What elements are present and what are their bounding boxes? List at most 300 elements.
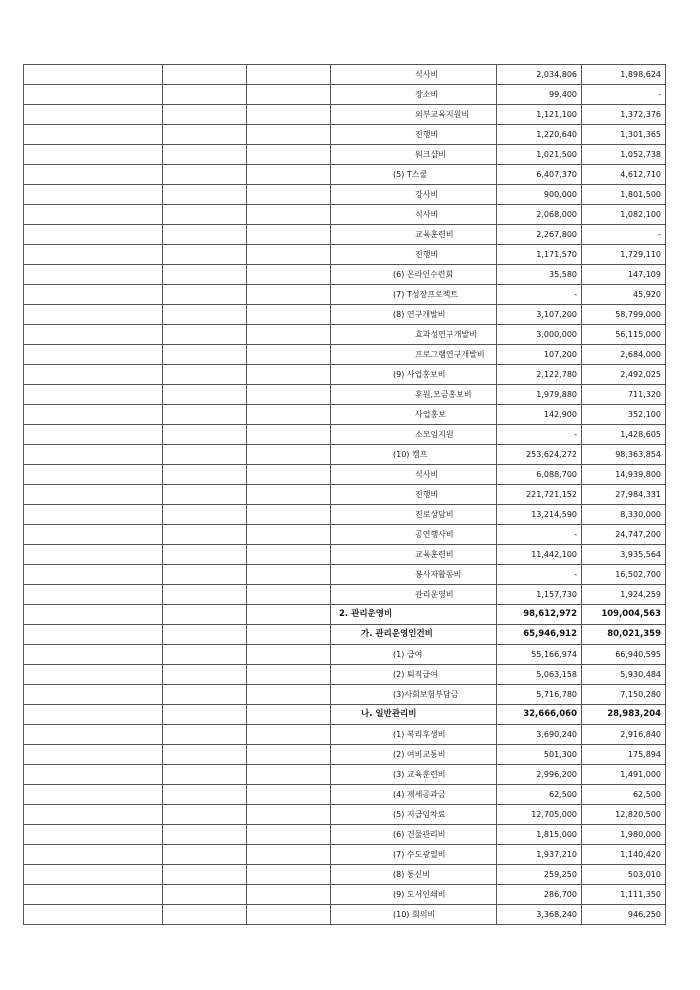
blank-cell (247, 145, 331, 165)
blank-cell (24, 405, 163, 425)
blank-cell (163, 505, 247, 525)
blank-cell (24, 825, 163, 845)
blank-cell (24, 745, 163, 765)
blank-cell (163, 205, 247, 225)
blank-cell (24, 485, 163, 505)
blank-cell (163, 605, 247, 625)
blank-cell (163, 265, 247, 285)
previous-amount-cell: 1,428,605 (582, 425, 666, 445)
current-amount-cell: - (497, 285, 582, 305)
table-row (24, 285, 666, 305)
account-label-cell: 식사비 (331, 205, 497, 225)
blank-cell (163, 125, 247, 145)
table-row (24, 365, 666, 385)
blank-cell (24, 345, 163, 365)
blank-cell (247, 445, 331, 465)
account-label-cell: (1) 복리후생비 (331, 725, 497, 745)
blank-cell (247, 165, 331, 185)
previous-amount-cell: 80,021,359 (582, 625, 666, 645)
account-label-cell: 진로상담비 (331, 505, 497, 525)
blank-cell (24, 705, 163, 725)
current-amount-cell: 32,666,060 (497, 705, 582, 725)
account-label-cell: 식사비 (331, 465, 497, 485)
blank-cell (163, 345, 247, 365)
blank-cell (247, 585, 331, 605)
account-label-cell: 후원,모금홍보비 (331, 385, 497, 405)
previous-amount-cell: 7,150,280 (582, 685, 666, 705)
account-label-cell: 진행비 (331, 125, 497, 145)
account-label-cell: 교육훈련비 (331, 225, 497, 245)
current-amount-cell: 98,612,972 (497, 605, 582, 625)
blank-cell (163, 85, 247, 105)
blank-cell (163, 785, 247, 805)
current-amount-cell: 2,122,780 (497, 365, 582, 385)
blank-cell (247, 105, 331, 125)
account-label-cell: (2) 여비교통비 (331, 745, 497, 765)
blank-cell (24, 605, 163, 625)
table-row (24, 405, 666, 425)
previous-amount-cell: 4,612,710 (582, 165, 666, 185)
previous-amount-cell: 1,801,500 (582, 185, 666, 205)
blank-cell (247, 725, 331, 745)
table-row (24, 545, 666, 565)
account-label-cell: 효과성연구개발비 (331, 325, 497, 345)
blank-cell (247, 545, 331, 565)
blank-cell (247, 125, 331, 145)
blank-cell (247, 685, 331, 705)
current-amount-cell: 62,500 (497, 785, 582, 805)
current-amount-cell: 6,088,700 (497, 465, 582, 485)
current-amount-cell: 13,214,590 (497, 505, 582, 525)
current-amount-cell: - (497, 525, 582, 545)
table-row (24, 825, 666, 845)
previous-amount-cell: 45,920 (582, 285, 666, 305)
previous-amount-cell: 711,320 (582, 385, 666, 405)
account-label-cell: (1) 급여 (331, 645, 497, 665)
blank-cell (163, 645, 247, 665)
blank-cell (163, 585, 247, 605)
blank-cell (24, 425, 163, 445)
blank-cell (247, 605, 331, 625)
table-row (24, 325, 666, 345)
current-amount-cell: 3,368,240 (497, 905, 582, 925)
blank-cell (24, 245, 163, 265)
blank-cell (163, 425, 247, 445)
blank-cell (163, 765, 247, 785)
previous-amount-cell: 109,004,563 (582, 605, 666, 625)
previous-amount-cell: 1,372,376 (582, 105, 666, 125)
blank-cell (163, 905, 247, 925)
blank-cell (247, 565, 331, 585)
account-label-cell: 진행비 (331, 485, 497, 505)
table-row (24, 725, 666, 745)
account-label-cell: (8) 연구개발비 (331, 305, 497, 325)
blank-cell (24, 305, 163, 325)
blank-cell (163, 865, 247, 885)
account-label-cell: 진행비 (331, 245, 497, 265)
current-amount-cell: 1,021,500 (497, 145, 582, 165)
table-row (24, 465, 666, 485)
blank-cell (163, 225, 247, 245)
account-label-cell: (8) 통신비 (331, 865, 497, 885)
previous-amount-cell: 27,984,331 (582, 485, 666, 505)
table-row (24, 605, 666, 625)
current-amount-cell: 2,034,806 (497, 65, 582, 85)
blank-cell (163, 405, 247, 425)
table-row (24, 485, 666, 505)
current-amount-cell: 1,121,100 (497, 105, 582, 125)
account-label-cell: (9) 도서인쇄비 (331, 885, 497, 905)
previous-amount-cell: 56,115,000 (582, 325, 666, 345)
blank-cell (24, 725, 163, 745)
blank-cell (163, 665, 247, 685)
blank-cell (247, 745, 331, 765)
current-amount-cell: 221,721,152 (497, 485, 582, 505)
blank-cell (163, 725, 247, 745)
blank-cell (163, 805, 247, 825)
current-amount-cell: 2,068,000 (497, 205, 582, 225)
blank-cell (163, 485, 247, 505)
account-label-cell: (2) 퇴직급여 (331, 665, 497, 685)
previous-amount-cell: 14,939,800 (582, 465, 666, 485)
table-row (24, 145, 666, 165)
blank-cell (163, 325, 247, 345)
table-row (24, 105, 666, 125)
table-row (24, 745, 666, 765)
previous-amount-cell: - (582, 85, 666, 105)
blank-cell (24, 285, 163, 305)
blank-cell (24, 785, 163, 805)
account-label-cell: 소모임지원 (331, 425, 497, 445)
blank-cell (247, 785, 331, 805)
previous-amount-cell: 98,363,854 (582, 445, 666, 465)
account-label-cell: 2. 관리운영비 (331, 605, 497, 625)
table-row (24, 385, 666, 405)
current-amount-cell: 1,937,210 (497, 845, 582, 865)
previous-amount-cell: 2,916,840 (582, 725, 666, 745)
table-row (24, 505, 666, 525)
blank-cell (163, 525, 247, 545)
table-row (24, 345, 666, 365)
account-label-cell: (10) 회의비 (331, 905, 497, 925)
account-label-cell: 가. 관리운영인건비 (331, 625, 497, 645)
table-row (24, 865, 666, 885)
current-amount-cell: 5,063,158 (497, 665, 582, 685)
previous-amount-cell: 5,930,484 (582, 665, 666, 685)
previous-amount-cell: 1,898,624 (582, 65, 666, 85)
blank-cell (247, 845, 331, 865)
table-row (24, 525, 666, 545)
blank-cell (247, 465, 331, 485)
blank-cell (163, 885, 247, 905)
blank-cell (163, 445, 247, 465)
table-row (24, 845, 666, 865)
table-row (24, 305, 666, 325)
table-row (24, 565, 666, 585)
blank-cell (247, 385, 331, 405)
account-label-cell: 사업홍보 (331, 405, 497, 425)
blank-cell (247, 645, 331, 665)
blank-cell (24, 385, 163, 405)
blank-cell (24, 665, 163, 685)
table-row (24, 225, 666, 245)
current-amount-cell: 35,580 (497, 265, 582, 285)
blank-cell (163, 185, 247, 205)
account-label-cell: 교육훈련비 (331, 545, 497, 565)
table-row (24, 165, 666, 185)
blank-cell (163, 465, 247, 485)
current-amount-cell: 99,400 (497, 85, 582, 105)
account-label-cell: 식사비 (331, 65, 497, 85)
table-row (24, 765, 666, 785)
account-label-cell: 강사비 (331, 185, 497, 205)
blank-cell (24, 685, 163, 705)
blank-cell (24, 805, 163, 825)
blank-cell (24, 865, 163, 885)
blank-cell (163, 385, 247, 405)
table-row (24, 265, 666, 285)
previous-amount-cell: 24,747,200 (582, 525, 666, 545)
blank-cell (163, 285, 247, 305)
blank-cell (24, 765, 163, 785)
current-amount-cell: 501,300 (497, 745, 582, 765)
blank-cell (163, 365, 247, 385)
account-label-cell: 공연행사비 (331, 525, 497, 545)
account-label-cell: 외부교육지원비 (331, 105, 497, 125)
blank-cell (24, 185, 163, 205)
blank-cell (24, 165, 163, 185)
blank-cell (24, 85, 163, 105)
blank-cell (247, 245, 331, 265)
current-amount-cell: 3,000,000 (497, 325, 582, 345)
blank-cell (247, 905, 331, 925)
table-row (24, 445, 666, 465)
previous-amount-cell: - (582, 225, 666, 245)
table-row (24, 805, 666, 825)
table-row (24, 125, 666, 145)
blank-cell (247, 805, 331, 825)
blank-cell (24, 645, 163, 665)
account-label-cell: 봉사자활동비 (331, 565, 497, 585)
previous-amount-cell: 352,100 (582, 405, 666, 425)
blank-cell (163, 105, 247, 125)
blank-cell (163, 305, 247, 325)
blank-cell (247, 225, 331, 245)
previous-amount-cell: 12,820,500 (582, 805, 666, 825)
blank-cell (24, 465, 163, 485)
previous-amount-cell: 2,684,000 (582, 345, 666, 365)
previous-amount-cell: 16,502,700 (582, 565, 666, 585)
blank-cell (247, 705, 331, 725)
account-label-cell: (10) 캠프 (331, 445, 497, 465)
previous-amount-cell: 28,983,204 (582, 705, 666, 725)
current-amount-cell: 259,250 (497, 865, 582, 885)
current-amount-cell: 3,690,240 (497, 725, 582, 745)
blank-cell (24, 625, 163, 645)
previous-amount-cell: 1,301,365 (582, 125, 666, 145)
blank-cell (247, 525, 331, 545)
account-label-cell: (6) 온라인수련회 (331, 265, 497, 285)
blank-cell (24, 265, 163, 285)
current-amount-cell: 65,946,912 (497, 625, 582, 645)
current-amount-cell: 5,716,780 (497, 685, 582, 705)
account-label-cell: 나. 일반관리비 (331, 705, 497, 725)
blank-cell (24, 885, 163, 905)
previous-amount-cell: 147,109 (582, 265, 666, 285)
blank-cell (247, 425, 331, 445)
blank-cell (163, 545, 247, 565)
previous-amount-cell: 946,250 (582, 905, 666, 925)
blank-cell (24, 65, 163, 85)
account-label-cell: 장소비 (331, 85, 497, 105)
current-amount-cell: - (497, 425, 582, 445)
blank-cell (247, 285, 331, 305)
blank-cell (247, 505, 331, 525)
account-label-cell: (7) 수도광열비 (331, 845, 497, 865)
previous-amount-cell: 503,010 (582, 865, 666, 885)
previous-amount-cell: 3,935,564 (582, 545, 666, 565)
previous-amount-cell: 1,111,350 (582, 885, 666, 905)
table-row (24, 705, 666, 725)
table-row (24, 665, 666, 685)
current-amount-cell: 1,157,730 (497, 585, 582, 605)
blank-cell (247, 265, 331, 285)
blank-cell (247, 345, 331, 365)
current-amount-cell: 3,107,200 (497, 305, 582, 325)
table-row (24, 885, 666, 905)
blank-cell (247, 485, 331, 505)
blank-cell (247, 205, 331, 225)
table-row (24, 905, 666, 925)
current-amount-cell: 286,700 (497, 885, 582, 905)
previous-amount-cell: 1,980,000 (582, 825, 666, 845)
current-amount-cell: 1,171,570 (497, 245, 582, 265)
previous-amount-cell: 1,491,000 (582, 765, 666, 785)
blank-cell (24, 505, 163, 525)
current-amount-cell: 253,624,272 (497, 445, 582, 465)
previous-amount-cell: 1,140,420 (582, 845, 666, 865)
previous-amount-cell: 1,052,738 (582, 145, 666, 165)
blank-cell (247, 365, 331, 385)
table-row (24, 645, 666, 665)
blank-cell (247, 665, 331, 685)
table-row (24, 625, 666, 645)
account-label-cell: 워크샵비 (331, 145, 497, 165)
blank-cell (163, 685, 247, 705)
previous-amount-cell: 1,924,259 (582, 585, 666, 605)
current-amount-cell: 107,200 (497, 345, 582, 365)
blank-cell (24, 545, 163, 565)
previous-amount-cell: 175,894 (582, 745, 666, 765)
blank-cell (24, 905, 163, 925)
blank-cell (247, 65, 331, 85)
previous-amount-cell: 62,500 (582, 785, 666, 805)
table-row (24, 785, 666, 805)
current-amount-cell: 11,442,100 (497, 545, 582, 565)
blank-cell (24, 525, 163, 545)
blank-cell (163, 705, 247, 725)
blank-cell (24, 105, 163, 125)
blank-cell (24, 845, 163, 865)
current-amount-cell: 12,705,000 (497, 805, 582, 825)
account-label-cell: (6) 건물관리비 (331, 825, 497, 845)
previous-amount-cell: 8,330,000 (582, 505, 666, 525)
blank-cell (163, 825, 247, 845)
blank-cell (24, 445, 163, 465)
account-label-cell: (3)사회보험부담금 (331, 685, 497, 705)
blank-cell (247, 405, 331, 425)
account-label-cell: (3) 교육훈련비 (331, 765, 497, 785)
account-label-cell: 프로그램연구개발비 (331, 345, 497, 365)
blank-cell (247, 305, 331, 325)
blank-cell (24, 585, 163, 605)
table-row (24, 205, 666, 225)
previous-amount-cell: 2,492,025 (582, 365, 666, 385)
blank-cell (24, 325, 163, 345)
table-row (24, 585, 666, 605)
current-amount-cell: - (497, 565, 582, 585)
blank-cell (247, 765, 331, 785)
blank-cell (24, 365, 163, 385)
blank-cell (163, 745, 247, 765)
current-amount-cell: 2,267,800 (497, 225, 582, 245)
blank-cell (247, 325, 331, 345)
blank-cell (163, 65, 247, 85)
previous-amount-cell: 58,799,000 (582, 305, 666, 325)
account-label-cell: 관리운영비 (331, 585, 497, 605)
blank-cell (163, 145, 247, 165)
current-amount-cell: 1,815,000 (497, 825, 582, 845)
current-amount-cell: 142,900 (497, 405, 582, 425)
table-row (24, 85, 666, 105)
previous-amount-cell: 66,940,595 (582, 645, 666, 665)
blank-cell (163, 165, 247, 185)
previous-amount-cell: 1,729,110 (582, 245, 666, 265)
account-label-cell: (7) T성장프로젝트 (331, 285, 497, 305)
table-row (24, 185, 666, 205)
current-amount-cell: 6,407,370 (497, 165, 582, 185)
blank-cell (247, 625, 331, 645)
blank-cell (247, 885, 331, 905)
blank-cell (163, 625, 247, 645)
blank-cell (24, 145, 163, 165)
current-amount-cell: 1,979,880 (497, 385, 582, 405)
blank-cell (163, 565, 247, 585)
blank-cell (24, 125, 163, 145)
blank-cell (247, 865, 331, 885)
blank-cell (24, 225, 163, 245)
blank-cell (163, 845, 247, 865)
ledger-table (23, 64, 666, 925)
previous-amount-cell: 1,082,100 (582, 205, 666, 225)
blank-cell (247, 825, 331, 845)
blank-cell (247, 85, 331, 105)
current-amount-cell: 1,220,640 (497, 125, 582, 145)
current-amount-cell: 2,996,200 (497, 765, 582, 785)
table-row (24, 65, 666, 85)
ledger-body (24, 65, 666, 925)
current-amount-cell: 900,000 (497, 185, 582, 205)
account-label-cell: (5) T스쿨 (331, 165, 497, 185)
table-row (24, 425, 666, 445)
current-amount-cell: 55,166,974 (497, 645, 582, 665)
table-row (24, 245, 666, 265)
blank-cell (163, 245, 247, 265)
account-label-cell: (9) 사업홍보비 (331, 365, 497, 385)
account-label-cell: (4) 제세공과금 (331, 785, 497, 805)
blank-cell (24, 565, 163, 585)
account-label-cell: (5) 지급임차료 (331, 805, 497, 825)
